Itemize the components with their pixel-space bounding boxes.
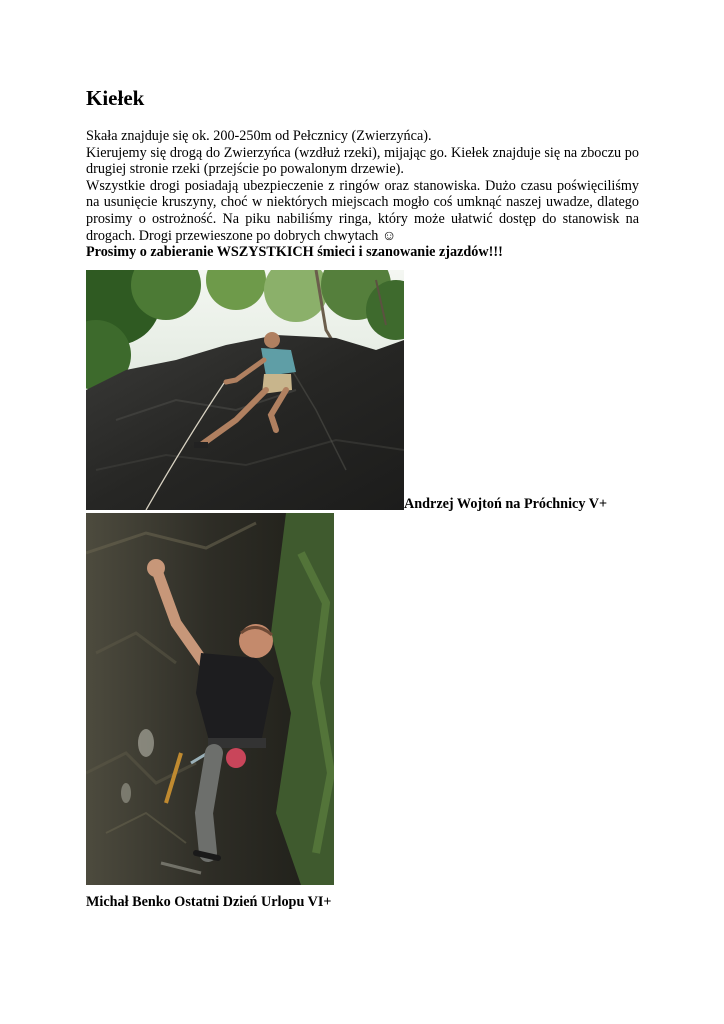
photo1-row — [86, 270, 639, 510]
photo-climber-andrzej — [86, 270, 404, 510]
photo2-caption: Michał Benko Ostatni Dzień Urlopu VI+ — [86, 893, 332, 910]
page-title: Kiełek — [86, 86, 145, 110]
paragraph-notice: Prosimy o zabieranie WSZYSTKICH śmieci i szanowanie zjazdów!!! — [86, 244, 503, 261]
paragraph-protection: Wszystkie drogi posiadają ubezpieczenie z ringów oraz stanowiska. Dużo czasu poświęciliśmy na usunięcie kruszyny, choć w niektórych miejscach mogło coś umknąć naszej uwadze, dlatego prosimy o ostrożność. Na piku nabiliśmy ringa, który może ułatwić dostęp do stanowisk na drogach. Drogi przewieszone po dobrych chwytach ☺ — [86, 177, 639, 244]
photo1-caption: Andrzej Wojtoń na Próchnicy V+ — [404, 495, 608, 512]
document-page — [86, 84, 639, 910]
photo-climber-michal — [86, 513, 334, 885]
paragraph-location: Skała znajduje się ok. 200-250m od Pełcznicy (Zwierzyńca). — [86, 128, 432, 144]
paragraph-directions: Kierujemy się drogą do Zwierzyńca (wzdłuż rzeki), mijając go. Kiełek znajduje się na zboczu po drugiej stronie rzeki (przejście po powalonym drzewie). — [86, 144, 639, 178]
